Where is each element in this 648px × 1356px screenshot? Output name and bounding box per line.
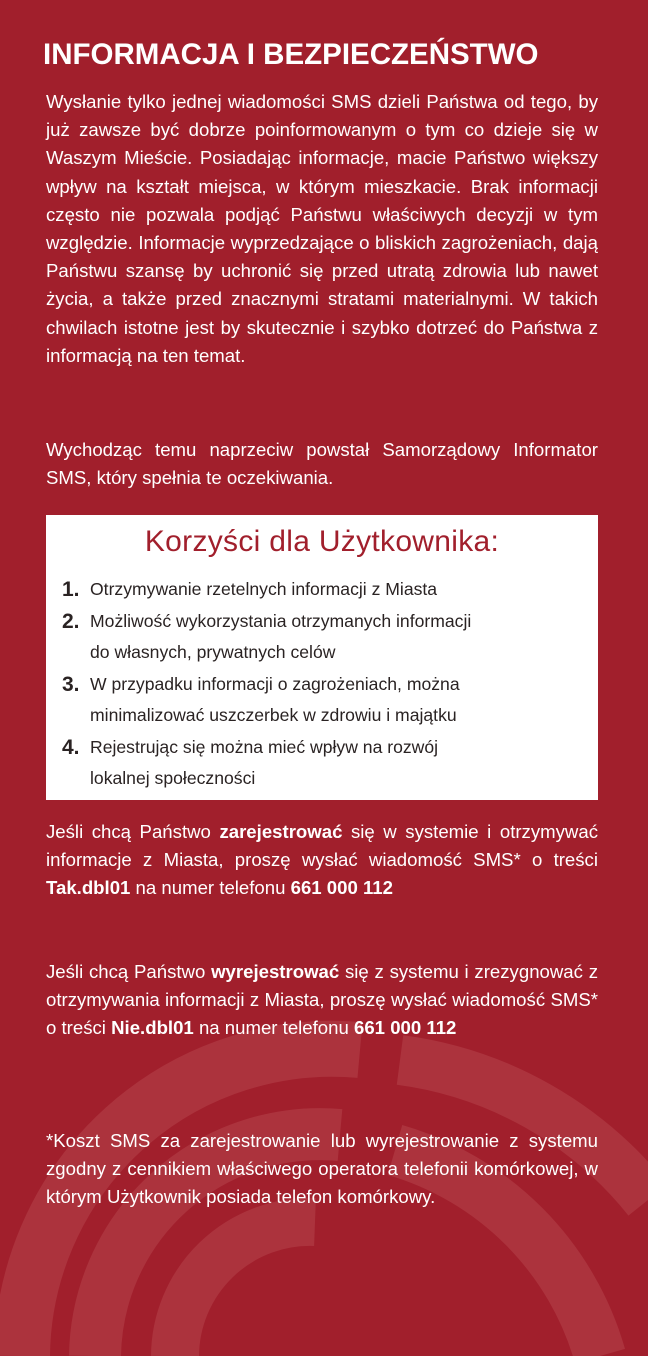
register-action: zarejestrować	[219, 821, 343, 842]
benefit-text-continued: do własnych, prywatnych celów	[90, 642, 336, 662]
benefit-text: Rejestrując się można mieć wpływ na rozwój	[90, 736, 439, 757]
unregister-phone-number: 661 000 112	[354, 1017, 457, 1039]
page-title: INFORMACJA I BEZPIECZEŃSTWO	[43, 38, 539, 71]
unregister-action: wyrejestrować	[211, 961, 340, 982]
register-sms-code: Tak.dbl01	[46, 877, 131, 899]
unregister-text: się z systemu i zrezygnować z otrzymywania informacji z Miasta, proszę wysłać wiadomość SMS* o treści	[46, 961, 598, 1039]
benefit-number: 3.	[62, 672, 80, 696]
unregister-text: Jeśli chcą Państwo	[46, 961, 212, 982]
benefit-item-3	[62, 669, 582, 732]
intro-paragraph-2: Wychodząc temu naprzeciw powstał Samorządowy Informator SMS, który spełnia te oczekiwania.	[46, 439, 598, 489]
benefit-number: 1.	[62, 578, 80, 601]
benefit-item-1	[62, 574, 582, 606]
unregister-text: na numer telefonu	[193, 1017, 354, 1039]
cost-footnote: *Koszt SMS za zarejestrowanie lub wyrejestrowanie z systemu zgodny z cennikiem właściwego operatora telefonii komórkowej, w którym Użytkownik posiada telefon komórkowy.	[46, 1130, 598, 1208]
unregister-paragraph	[46, 958, 598, 1043]
intro-paragraph: Wysłanie tylko jednej wiadomości SMS dzieli Państwa od tego, by już zawsze być dobrze poinformowanym o tym co dzieje się w Waszym Mieście. Posiadając informacje, macie Państwo większy wpływ na kształt miejsca, w którym mieszkacie. Brak informacji często nie pozwala podjąć Państwu właściwych decyzji w tym względzie. Informacje wyprzedzające o bliskich zagrożeniach, dają Państwu szansę by uchronić się przed utratą zdrowia lub nawet życia, a także przed znacznymi stratami materialnymi. W takich chwilach istotne jest by skutecznie i szybko dotrzeć do Państwa z informacją na ten temat.	[46, 91, 598, 366]
benefit-number: 4.	[62, 735, 80, 759]
benefit-text-continued: lokalnej społeczności	[90, 768, 256, 788]
benefits-box	[46, 515, 598, 800]
register-text: Jeśli chcą Państwo	[46, 821, 220, 842]
benefit-text-continued: minimalizować uszczerbek w zdrowiu i majątku	[90, 705, 457, 725]
register-text: na numer telefonu	[130, 877, 291, 899]
benefit-text: W przypadku informacji o zagrożeniach, można	[90, 673, 460, 694]
benefits-title: Korzyści dla Użytkownika:	[144, 525, 500, 558]
register-paragraph	[46, 818, 598, 903]
register-text: się w systemie i otrzymywać informacje z Miasta, proszę wysłać wiadomość SMS* o treści	[46, 821, 598, 871]
benefit-item-4	[62, 732, 582, 795]
benefit-text: Możliwość wykorzystania otrzymanych informacji	[90, 610, 472, 631]
benefits-list	[62, 574, 582, 795]
benefit-text: Otrzymywanie rzetelnych informacji z Miasta	[90, 579, 438, 599]
benefit-number: 2.	[62, 609, 80, 633]
benefit-item-2	[62, 606, 582, 669]
register-phone-number: 661 000 112	[290, 877, 393, 899]
unregister-sms-code: Nie.dbl01	[111, 1017, 194, 1039]
